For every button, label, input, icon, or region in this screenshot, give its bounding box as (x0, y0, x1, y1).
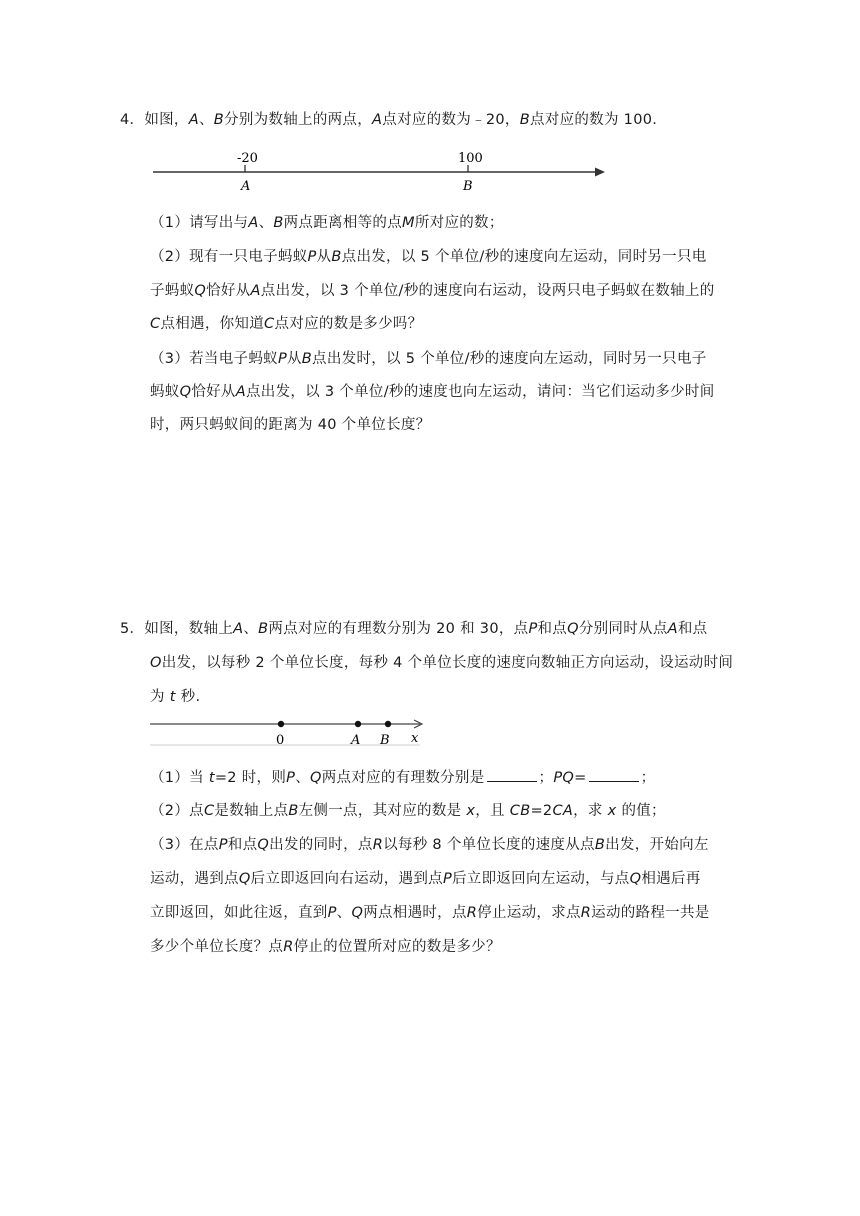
text: 恰好从 (191, 384, 236, 400)
var-t: t (208, 770, 215, 786)
var-b: B (258, 621, 269, 637)
var-a: A (667, 621, 678, 637)
text: 蚂蚁 (150, 384, 180, 400)
text: 是数轴上点 (214, 803, 289, 819)
var-r: R (580, 905, 592, 921)
text: ； (640, 770, 656, 786)
label-a: A (241, 179, 251, 194)
var-b: B (288, 803, 299, 819)
var-c: C (264, 316, 275, 332)
var-p: P (218, 837, 228, 853)
var-q: Q (179, 384, 192, 400)
q5-part2 (150, 801, 666, 821)
var-o: O (150, 655, 162, 671)
point-zero (278, 721, 284, 727)
var-q: Q (629, 871, 642, 887)
var-pq: PQ (553, 770, 575, 786)
var-r: R (372, 837, 384, 853)
q5-part3-line2 (150, 869, 701, 889)
var-b: B (213, 112, 225, 128)
text: ； (538, 770, 554, 786)
q5-line3 (150, 687, 200, 707)
separator: 、 (295, 770, 311, 786)
var-p: P (286, 770, 296, 786)
separator: 、 (198, 112, 214, 128)
var-b: B (594, 837, 606, 853)
var-p: P (277, 351, 287, 367)
text: = (574, 770, 587, 786)
axis-arrow (595, 168, 605, 177)
var-p: P (528, 621, 538, 637)
var-t: t (169, 689, 176, 705)
text: 的值； (621, 803, 666, 819)
text: 点对应的数为﹣20， (382, 112, 520, 128)
text: 点出发，以 3 个单位/秒的速度也向左运动，请问：当它们运动多少时间 (245, 384, 715, 400)
point-b (385, 721, 391, 727)
q4-line1 (120, 110, 657, 130)
text: 运动的路程一共是 (591, 905, 710, 921)
var-a: A (235, 384, 246, 400)
var-q: Q (257, 837, 270, 853)
text: 分别同时从点 (578, 621, 668, 637)
q5-part3-line1 (150, 835, 709, 855)
var-b: B (301, 351, 313, 367)
text: 为 (150, 689, 165, 705)
text: 后立即返回向右运动，遇到点 (250, 871, 443, 887)
text: （2）现有一只电子蚂蚁 (150, 249, 308, 265)
var-a: A (372, 112, 383, 128)
text: 点出发时，以 5 个单位/秒的速度向左运动，同时另一只电子 (312, 351, 707, 367)
q5-part1 (150, 767, 655, 788)
text: ，且 (475, 803, 505, 819)
q5-part3-line4 (150, 937, 501, 957)
text: （1）当 (150, 770, 204, 786)
text: 两点对应的有理数分别为 20 和 30，点 (268, 621, 529, 637)
text: 立即返回，如此往返，直到 (150, 905, 328, 921)
value-b: 100 (458, 151, 483, 166)
text: 多少个单位长度？点 (150, 939, 284, 955)
separator: 、 (336, 905, 352, 921)
var-p: P (442, 871, 452, 887)
var-a: A (248, 215, 259, 231)
label-b: B (463, 179, 473, 194)
var-b: B (331, 249, 342, 265)
text: 点对应的数为 100. (529, 112, 658, 128)
var-c: C (203, 803, 215, 819)
var-b: B (273, 215, 284, 231)
var-q: Q (351, 905, 364, 921)
text: 和点 (677, 621, 708, 637)
text: （2）点 (150, 803, 204, 819)
label-b: B (380, 733, 390, 748)
answer-blank-1[interactable] (487, 767, 537, 782)
text: 点出发，以 3 个单位/秒的速度向右运动，设两只电子蚂蚁在数轴上的 (260, 283, 715, 299)
label-a: A (351, 733, 361, 748)
point-a (355, 721, 361, 727)
text: =2 (530, 803, 553, 819)
text: 点对应的数是多少吗？ (274, 316, 423, 332)
var-a: A (250, 283, 261, 299)
text: 后立即返回向左运动，与点 (451, 871, 630, 887)
text: 运动，遇到点 (150, 871, 239, 887)
text: （1）请写出与 (150, 215, 249, 231)
q5-part3-line3 (150, 903, 710, 923)
var-x: x (607, 803, 617, 819)
label-x: x (411, 731, 419, 746)
var-ca: CA (552, 803, 574, 819)
var-b: B (519, 112, 530, 128)
q5-line2 (150, 653, 733, 673)
text: 时，两只蚂蚁间的距离为 40 个单位长度？ (150, 417, 431, 433)
text: 相遇后再 (641, 871, 701, 887)
var-q: Q (310, 770, 322, 786)
q5-number-line (148, 718, 433, 748)
text: 出发的同时，点 (269, 837, 373, 853)
q4-part3-line1 (150, 349, 707, 369)
q4-number-line (150, 148, 620, 198)
text: 停止的位置所对应的数是多少？ (293, 939, 501, 955)
text: 所对应的数； (414, 215, 504, 231)
text: =2 时，则 (214, 770, 287, 786)
var-cb: CB (509, 803, 531, 819)
separator: 、 (258, 215, 274, 231)
q4-part3-line3 (150, 415, 430, 435)
var-p: P (327, 905, 337, 921)
var-q: Q (238, 871, 251, 887)
text: 点相遇，你知道 (160, 316, 265, 332)
text: 和点 (537, 621, 568, 637)
text: ，求 (573, 803, 603, 819)
text: 和点 (227, 837, 258, 853)
var-m: M (402, 215, 415, 231)
var-x: x (466, 803, 476, 819)
text: 左侧一点，其对应的数是 (298, 803, 462, 819)
var-a: A (233, 621, 244, 637)
var-r: R (283, 939, 294, 955)
text: 两点相遇时，点 (363, 905, 467, 921)
text: 出发，以每秒 2 个单位长度，每秒 4 个单位长度的速度向数轴正方向运动，设运动时间 (161, 655, 734, 671)
q5-number: 5．如图，数轴上 (120, 621, 234, 637)
text: 恰好从 (206, 283, 251, 299)
var-r: R (466, 905, 478, 921)
q4-part2-line2 (150, 281, 715, 301)
text: 子蚂蚁 (150, 283, 195, 299)
text: 停止运动，求点 (477, 905, 581, 921)
text: 从 (286, 351, 302, 367)
q4-part3-line2 (150, 382, 715, 402)
text: 出发，开始向左 (605, 837, 709, 853)
label-zero: 0 (276, 733, 285, 748)
text: 点出发，以 5 个单位/秒的速度向左运动，同时另一只电 (341, 249, 707, 265)
var-p: P (307, 249, 317, 265)
text: 两点距离相等的点 (283, 215, 403, 231)
answer-blank-2[interactable] (589, 767, 639, 782)
q4-number: 4．如图， (120, 112, 189, 128)
var-a: A (188, 112, 199, 128)
q4-part1 (150, 213, 504, 233)
text: 从 (316, 249, 332, 265)
q5-line1 (120, 619, 707, 639)
q4-part2-line3 (150, 314, 422, 334)
var-q: Q (194, 283, 207, 299)
text: （3）在点 (150, 837, 219, 853)
var-q: Q (567, 621, 579, 637)
value-a: -20 (237, 151, 258, 166)
q4-part2-line1 (150, 247, 707, 267)
separator: 、 (243, 621, 259, 637)
text: 秒. (180, 689, 201, 705)
text: （3）若当电子蚂蚁 (150, 351, 278, 367)
text: 两点对应的有理数分别是 (321, 770, 485, 786)
text: 分别为数轴上的两点， (224, 112, 373, 128)
var-c: C (150, 316, 161, 332)
text: 以每秒 8 个单位长度的速度从点 (383, 837, 595, 853)
